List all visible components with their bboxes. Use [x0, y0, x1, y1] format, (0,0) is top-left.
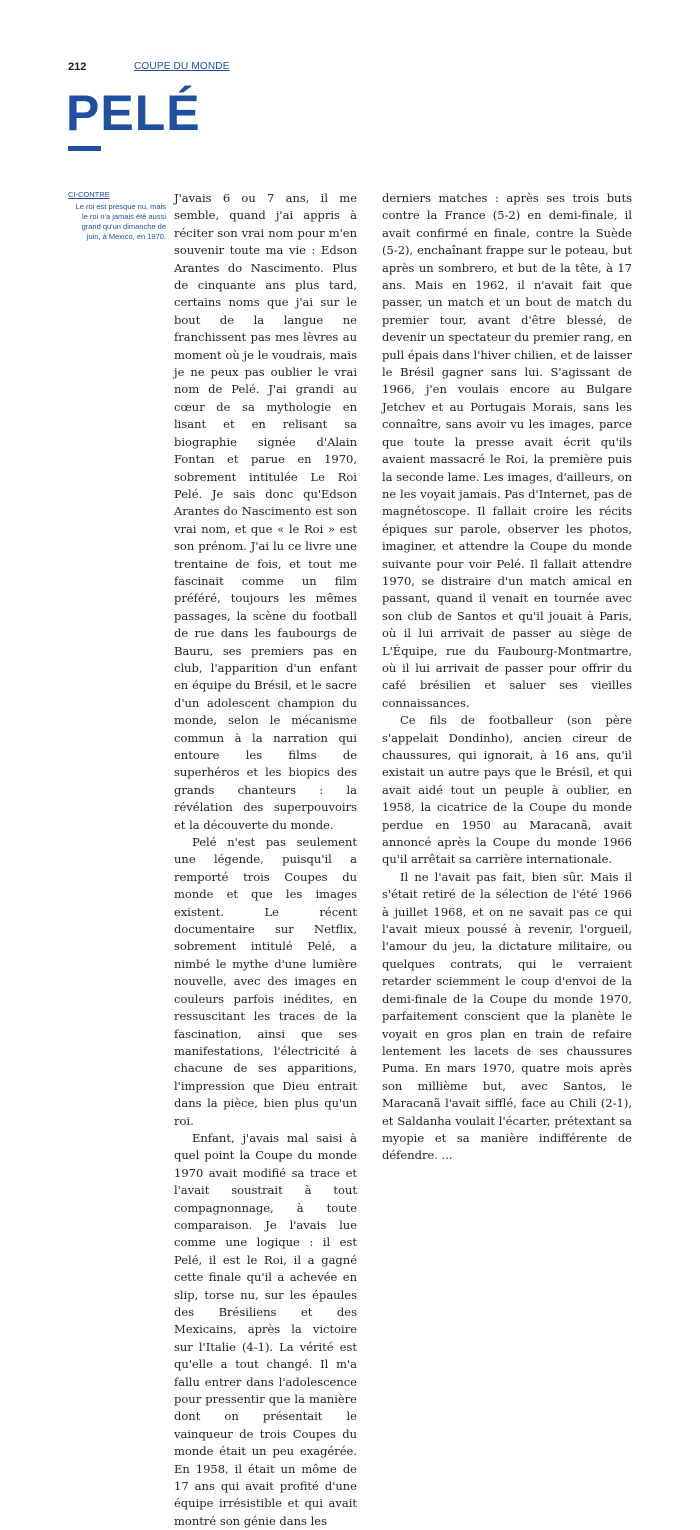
section-label: COUPE DU MONDE	[134, 61, 230, 72]
page-title: PELÉ	[66, 85, 201, 141]
paragraph: Il ne l'avait pas fait, bien sûr. Mais il s'était retiré de la sélection de l'été 1966 à juillet 1968, et on ne savait pas ce qui l'avait mieux poussé à revenir, l'orgueil, l'amour du jeu, la dictature militaire, ou quelques contrats, qui le verraient retarder sciemment le coup d'envoi de la demi-finale de la Coupe du monde 1970, parfaitement conscient que la planète le voyait en gros plan en train de refaire lentement les lacets de ses chaussures Puma. En mars 1970, quatre mois après son millième but, avec Santos, le Maracanã l'avait sifflé, face au Chili (2-1), et Saldanha voulait l'écarter, prétextant sa myopie et sa manière indifférente de défendre. ...	[382, 869, 632, 1163]
caption-text: Le roi est presque nu, mais le roi n'a jamais été aussi grand qu'un dimanche de juin, à Mexico, en 1970.	[75, 202, 166, 241]
paragraph: derniers matches : après ses trois buts contre la France (5-2) en demi-finale, il avait confirmé en finale, contre la Suède (5-2), enchaînant frappe sur le poteau, but après un sombrero, et but de la tête, à 17 ans. Mais en 1962, il n'avait fait que passer, un match et un bout de match du premier tour, avant d'être blessé, de devenir un spectateur du premier rang, en pull épais dans l'hiver chilien, et de laisser le Brésil gagner sans lui. S'agissant de 1966, j'en voulais encore au Bulgare Jetchev et au Portugais Morais, sans les connaître, sans avoir vu les images, parce que toute la presse avait écrit qu'ils avaient massacré le Roi, la première puis la seconde lame. Les images, d'ailleurs, on ne les voyait jamais. Pas d'Internet, pas de magnétoscope. Il fallait croire les récits épiques sur parole, observer les photos, imaginer, et attendre la Coupe du monde suivante pour voir Pelé. Il fallait attendre 1970, se distraire d'un match amical en passant, quand il venait en tournée avec son club de Santos et qu'il jouait à Paris, où il lui arrivait de passer au siège de L'Équipe, rue du Faubourg-Montmartre, où il lui arrivait de passer pour offrir du café brésilien et saluer ses vieilles connaissances.	[382, 191, 632, 710]
caption-label: CI-CONTRE	[68, 190, 110, 199]
paragraph: J'avais 6 ou 7 ans, il me semble, quand j'ai appris à réciter son vrai nom pour m'en souvenir toute ma vie : Edson Arantes do Nascimento. Plus de cinquante ans plus tard, certains noms que j'ai sur le bout de la langue ne franchissent pas mes lèvres au moment où je le voudrais, mais je ne peux pas oublier le vrai nom de Pelé. J'ai grandi au cœur de sa mythologie en lisant et en relisant sa biographie signée d'Alain Fontan et parue en 1970, sobrement intitulée Le Roi Pelé. Je sais donc qu'Edson Arantes do Nascimento est son vrai nom, et que « le Roi » est son prénom. J'ai lu ce livre une trentaine de fois, et tout me fascinait comme un film préféré, toujours les mêmes passages, la scène du football de rue dans les faubourgs de Bauru, ses premiers pas en club, l'apparition d'un enfant en équipe du Brésil, et le sacre d'un adolescent champion du monde, selon le mécanisme commun à la narration qui entoure les films de superhéros et les biopics des grands chanteurs : la révélation des superpouvoirs et la découverte du monde.	[174, 191, 357, 832]
paragraph: Pelé n'est pas seulement une légende, puisqu'il a remporté trois Coupes du monde et que les images existent. Le récent documentaire sur Netflix, sobrement intitulé Pelé, a nimbé le mythe d'une lumière nouvelle, avec des images en couleurs parfois inédites, en ressuscitant les traces de la fascination, ainsi que ses manifestations, l'électricité à chacune de ses apparitions, l'impression que Dieu entrait dans la pièce, bien plus qu'un roi.	[174, 835, 357, 1128]
text-column-right	[382, 190, 632, 1165]
page-number: 212	[68, 61, 87, 73]
paragraph: Enfant, j'avais mal saisi à quel point la Coupe du monde 1970 avait modifié sa trace et l'avait soustrait à tout compagnonnage, à toute comparaison. Je l'avais lue comme une logique : il est Pelé, il est le Roi, il a gagné cette finale qu'il a achevée en slip, torse nu, sur les épaules des Brésiliens et des Mexicains, après la victoire sur l'Italie (4-1). La vérité est qu'elle a tout changé. Il m'a fallu entrer dans l'adolescence pour pressentir que la manière dont on présentait le vainqueur de trois Coupes du monde était un peu exagérée. En 1958, il était un môme de 17 ans qui avait profité d'une équipe irrésistible et qui avait montré son génie dans les	[174, 1130, 357, 1528]
title-underline	[68, 146, 101, 151]
photo-caption	[68, 190, 166, 242]
text-column-left	[174, 190, 357, 1530]
paragraph: Ce fils de footballeur (son père s'appelait Dondinho), ancien cireur de chaussures, qui ignorait, à 16 ans, qu'il existait un autre pays que le Brésil, et qui avait aidé tout un peuple à oublier, en 1958, la cicatrice de la Coupe du monde perdue en 1950 au Maracanã, avait annoncé après la Coupe du monde 1966 qu'il arrêtait sa carrière internationale.	[382, 713, 632, 867]
